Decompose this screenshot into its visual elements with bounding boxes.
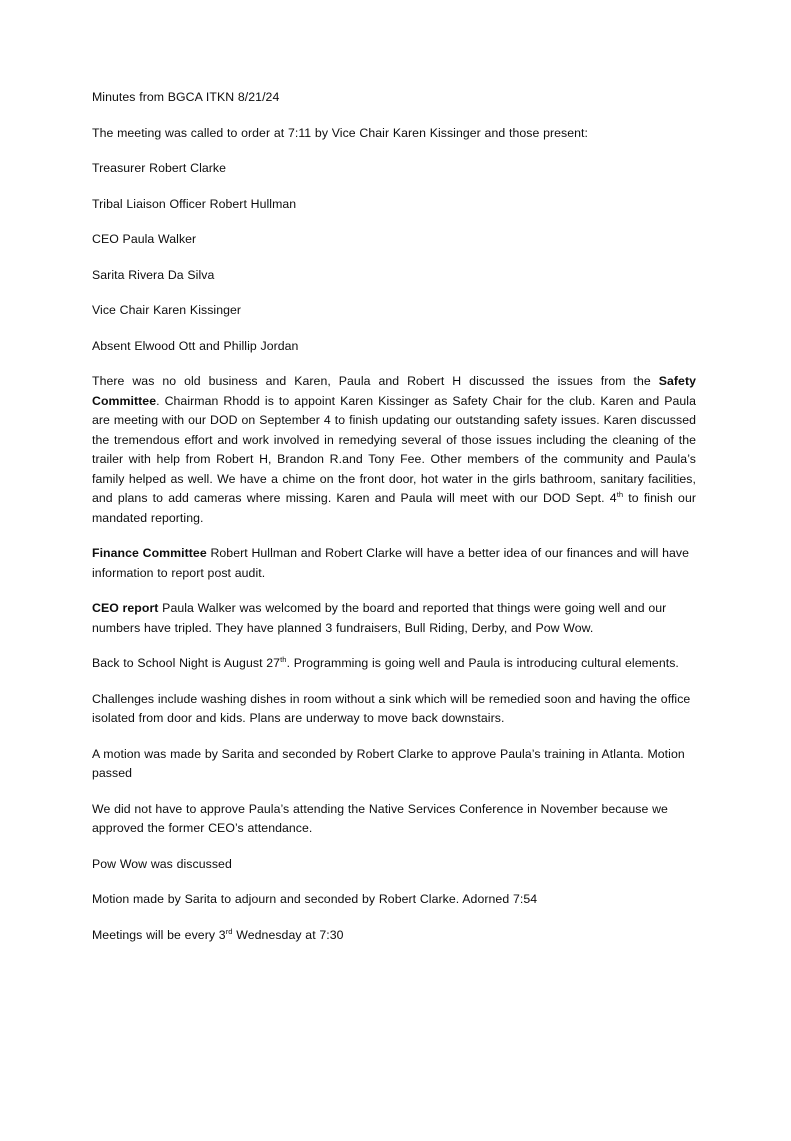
paragraph-back-to-school-night <box>92 654 696 674</box>
meetings-schedule-ordinal-suffix: rd <box>225 926 233 936</box>
finance-committee-body: Robert Hullman and Robert Clarke will have a better idea of our finances and will have information to report post audit. <box>92 546 690 580</box>
back-to-school-lead: Back to School Night is August 27 <box>92 656 281 670</box>
paragraph-adjourn: Motion made by Sarita to adjourn and seconded by Robert Clarke. Adorned 7:54 <box>92 892 538 906</box>
paragraph-attendee-sarita: Sarita Rivera Da Silva <box>92 267 215 282</box>
ceo-report-label: CEO report <box>92 601 159 615</box>
paragraph-absent-members: Absent Elwood Ott and Phillip Jordan <box>92 338 299 353</box>
paragraph-attendee-treasurer: Treasurer Robert Clarke <box>92 161 227 175</box>
safety-committee-label: Safety Committee <box>92 374 696 408</box>
paragraph-attendee-ceo: CEO Paula Walker <box>92 232 197 246</box>
paragraph-motion-training: A motion was made by Sarita and seconded by Robert Clarke to approve Paula’s training in Atlanta. Motion passed <box>92 746 685 780</box>
finance-committee-label: Finance Committee <box>92 546 207 560</box>
safety-committee-body: . Chairman Rhodd is to appoint Karen Kissinger as Safety Chair for the club. Karen and Paula are meeting with our DOD on September 4 to finish updating our outstanding safety issues. Karen discussed the tremendous effort and work involved in remedying several of those issues including the cleaning of the trailer with help from Robert H, Brandon R.and Tony Fee. Other members of the community and Paula’s family helped as well. We have a chime on the front door, hot water in the girls bathroom, sanitary facilities, and plans to add cameras where missing. Karen and Paula will meet with our DOD Sept. 4 <box>92 393 696 505</box>
paragraph-ceo-report <box>92 599 696 638</box>
paragraph-meetings-schedule <box>92 926 696 946</box>
paragraph-attendee-tribal-liaison: Tribal Liaison Officer Robert Hullman <box>92 196 297 211</box>
page-bottom-whitespace <box>92 961 696 1141</box>
paragraph-safety-committee <box>92 372 696 528</box>
back-to-school-ordinal-suffix: th <box>280 654 287 664</box>
document-title-line: Minutes from BGCA ITKN 8/21/24 <box>92 90 280 104</box>
paragraph-native-services-conference: We did not have to approve Paula’s attending the Native Services Conference in November because we approved the former CEO’s attendance. <box>92 801 668 835</box>
safety-committee-tail: to finish our mandated reporting. <box>92 491 697 525</box>
paragraph-attendee-vice-chair: Vice Chair Karen Kissinger <box>92 303 242 317</box>
safety-committee-ordinal-suffix: th <box>616 489 624 499</box>
meetings-schedule-lead: Meetings will be every 3 <box>92 927 226 942</box>
document-body <box>92 88 696 1141</box>
safety-committee-lead: There was no old business and Karen, Paula and Robert H discussed the issues from the <box>92 374 659 388</box>
meetings-schedule-tail: Wednesday at 7:30 <box>232 927 344 942</box>
paragraph-challenges: Challenges include washing dishes in room without a sink which will be remedied soon and having the office isolated from door and kids. Plans are underway to move back downstairs. <box>92 691 691 725</box>
paragraph-called-to-order: The meeting was called to order at 7:11 by Vice Chair Karen Kissinger and those present: <box>92 125 589 140</box>
paragraph-finance-committee <box>92 544 696 583</box>
back-to-school-tail: . Programming is going well and Paula is introducing cultural elements. <box>286 656 679 670</box>
paragraph-pow-wow: Pow Wow was discussed <box>92 856 232 871</box>
ceo-report-body: Paula Walker was welcomed by the board and reported that things were going well and our numbers have tripled. They have planned 3 fundraisers, Bull Riding, Derby, and Pow Wow. <box>92 601 667 635</box>
